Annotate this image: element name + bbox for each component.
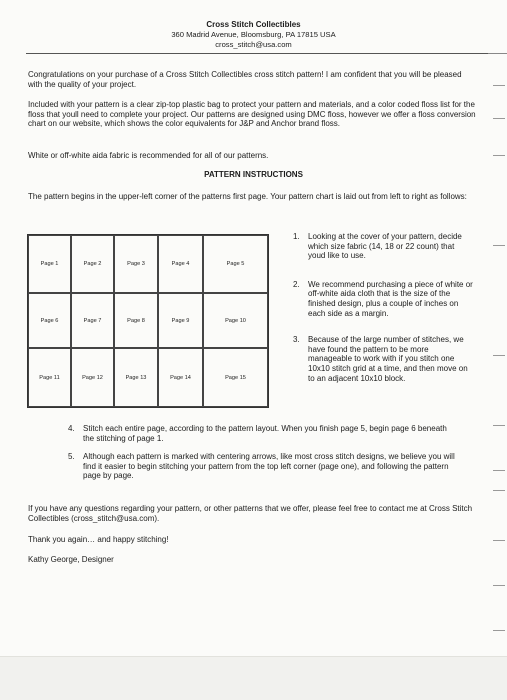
- grid-cell: Page 15: [203, 348, 268, 407]
- step-number: 1.: [293, 232, 300, 241]
- company-address: 360 Madrid Avenue, Bloomsburg, PA 17815 USA: [171, 30, 336, 39]
- step-text: Because of the large number of stitches, we have found the pattern to be more manageable to work with if you stitch one 10x10 stitch grid at a time, and then move on to an adjacent 10x10 block.: [308, 335, 468, 383]
- step-number: 2.: [293, 279, 300, 289]
- signature-line: Kathy George, Designer: [28, 555, 114, 564]
- grid-cell: Page 1: [28, 235, 71, 293]
- list-item: [68, 452, 460, 481]
- step-text: Looking at the cover of your pattern, decide which size fabric (14, 18 or 22 count) that youd like to use.: [308, 232, 462, 261]
- paragraph-intro: The pattern begins in the upper-left corner of the patterns first page. Your pattern chart is laid out from left to right as follows:: [28, 192, 467, 201]
- grid-cell: Page 5: [203, 235, 268, 293]
- step-text: Stitch each entire page, according to the pattern layout. When you finish page 5, begin page 6 beneath the stitching of page 1.: [83, 424, 447, 443]
- company-name: Cross Stitch Collectibles: [206, 20, 301, 29]
- grid-cell: Page 12: [71, 348, 114, 407]
- grid-cell: Page 4: [158, 235, 203, 293]
- grid-cell: Page 14: [158, 348, 203, 407]
- steps-full-list: [68, 424, 460, 481]
- grid-cell: Page 3: [114, 235, 158, 293]
- grid-cell: Page 8: [114, 293, 158, 348]
- step-number: 4.: [68, 424, 75, 433]
- paragraph-thanks: Thank you again… and happy stitching!: [28, 535, 169, 544]
- paragraph-contact: If you have any questions regarding your pattern, or other patterns that we offer, please feel free to contact me at Cross Stitch Collectibles (cross_stitch@usa.com).: [28, 504, 473, 523]
- grid-cell: Page 6: [28, 293, 71, 348]
- page-layout-grid: [27, 234, 269, 408]
- paragraph-included: Included with your pattern is a clear zip-top plastic bag to protect your pattern and materials, and a color coded floss list for the floss that youll need to complete your project. Our patterns are designed using DMC floss, however we offer a floss conversion chart on our website, which shows the color equivalents for J&P and Anchor brand floss.: [28, 100, 476, 129]
- grid-cell: Page 2: [71, 235, 114, 293]
- scan-bottom-edge: [0, 656, 507, 700]
- header-rule: [26, 53, 488, 54]
- paragraph-fabric: White or off-white aida fabric is recommended for all of our patterns.: [28, 151, 269, 160]
- grid-cell: Page 9: [158, 293, 203, 348]
- list-item: [293, 280, 473, 318]
- step-text: Although each pattern is marked with centering arrows, like most cross stitch designs, we believe you will find it easier to begin stitching your pattern from the top left corner (page one), and following the pattern page by page.: [83, 452, 455, 481]
- steps-side-list: [293, 232, 473, 383]
- page-edge-marks: [489, 0, 507, 699]
- section-title: PATTERN INSTRUCTIONS: [204, 170, 303, 179]
- list-item: [293, 232, 473, 261]
- grid-cell: Page 11: [28, 348, 71, 407]
- company-email: cross_stitch@usa.com: [215, 39, 292, 49]
- grid-cell: Page 7: [71, 293, 114, 348]
- list-item: [68, 424, 460, 443]
- step-text: We recommend purchasing a piece of white or off-white aida cloth that is the size of the finished design, plus a couple of inches on each side as a margin.: [308, 279, 473, 318]
- letterhead: [0, 20, 507, 49]
- step-number: 5.: [68, 452, 75, 462]
- grid-cell: Page 13: [114, 348, 158, 407]
- grid-cell: Page 10: [203, 293, 268, 348]
- step-number: 3.: [293, 335, 300, 345]
- list-item: [293, 335, 473, 383]
- paragraph-congratulations: Congratulations on your purchase of a Cross Stitch Collectibles cross stitch pattern! I am confident that you will be pleased with the quality of your project.: [28, 70, 462, 89]
